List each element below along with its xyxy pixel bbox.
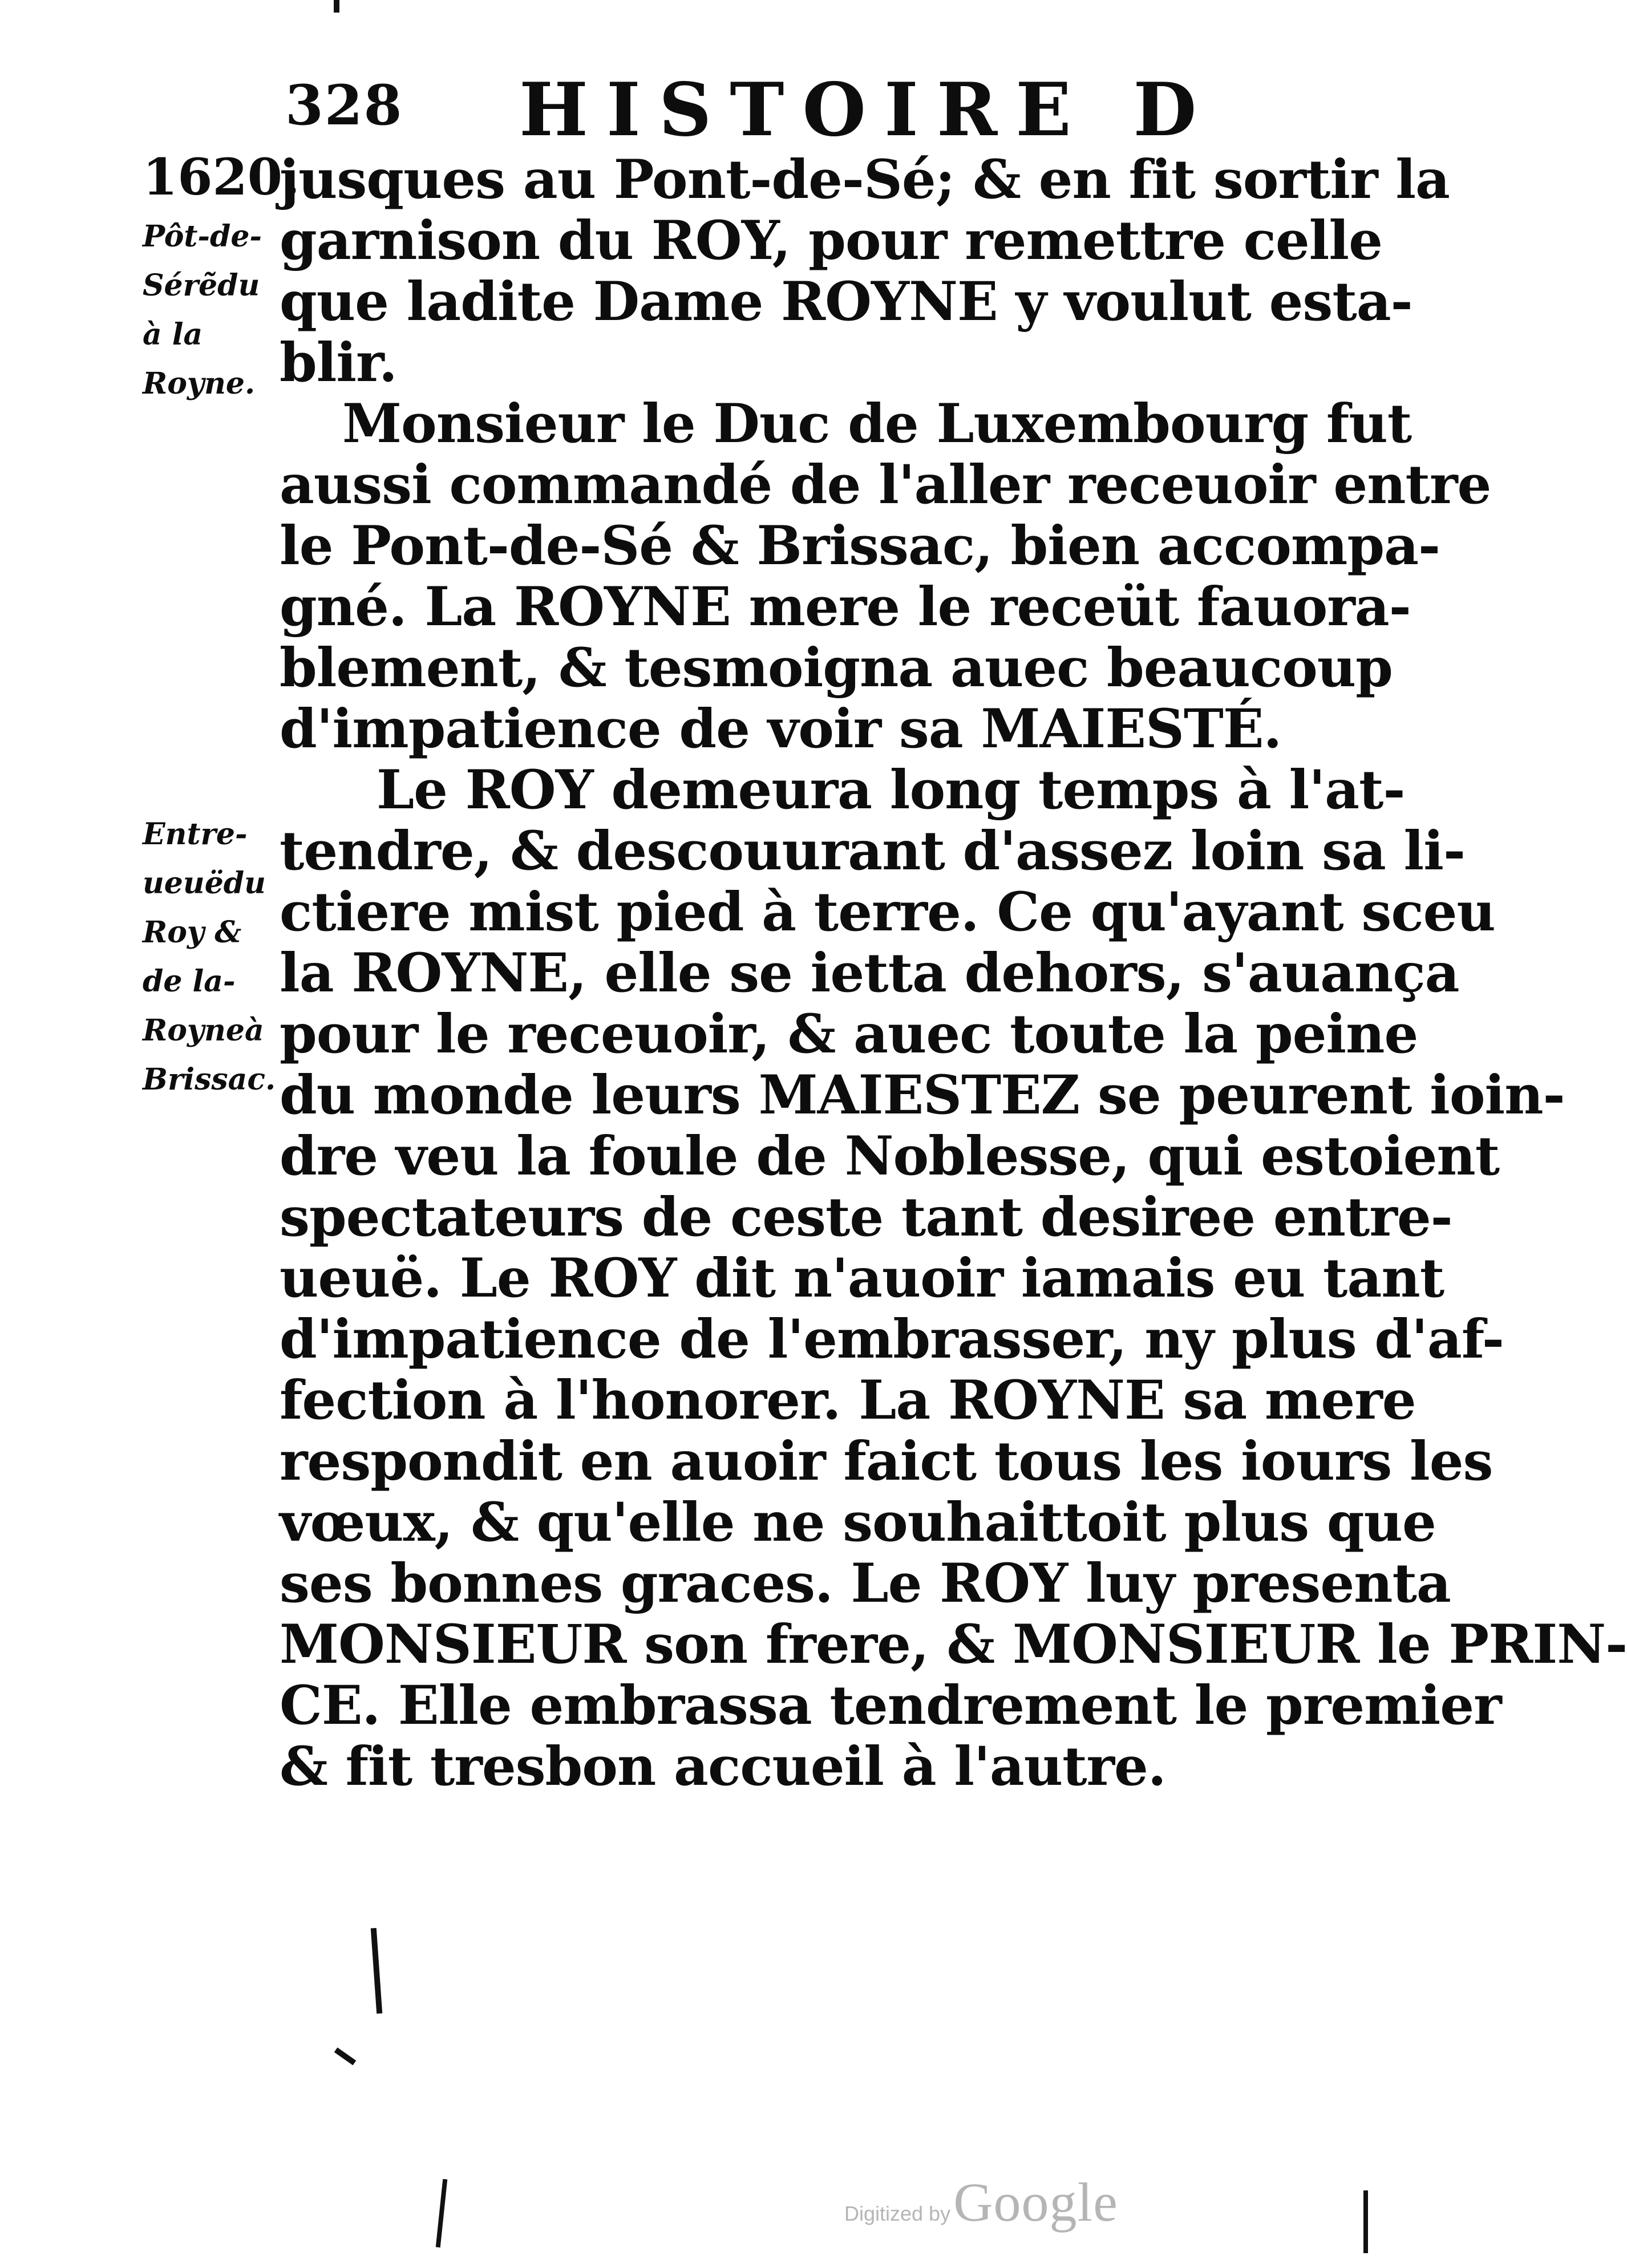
text-line: jusques au Pont-de-Sé; & en fit sortir la	[280, 148, 1450, 211]
text-line: Le ROY demeura long temps à l'at-	[377, 759, 1405, 821]
text-line: ses bonnes graces. Le ROY luy presenta	[280, 1552, 1451, 1615]
text-line: MONSIEUR son frere, & MONSIEUR le PRIN-	[280, 1613, 1627, 1676]
text-line: dre veu la foule de Noblesse, qui estoient	[280, 1125, 1500, 1188]
page-number: 328	[285, 73, 403, 137]
text-line: que ladite Dame ROYNE y voulut esta-	[280, 270, 1413, 333]
ink-scratch-mark	[436, 2179, 447, 2247]
page-header	[251, 67, 1278, 153]
text-line: ctiere mist pied à terre. Ce qu'ayant sceu	[280, 881, 1495, 943]
text-line: du monde leurs MAIESTEZ se peurent ioin-	[280, 1064, 1565, 1127]
side-note-entreueue: Entre- ueuëdu Roy & de la- Royneà Brissac.	[143, 817, 276, 1097]
text-line: blir.	[280, 331, 397, 394]
digitized-by-google-watermark	[844, 2170, 1118, 2234]
ink-scratch-mark	[334, 0, 339, 13]
google-logo-text: Google	[953, 2172, 1118, 2233]
text-line: garnison du ROY, pour remettre celle	[280, 209, 1382, 272]
text-line: la ROYNE, elle se ietta dehors, s'auança	[280, 942, 1459, 1005]
text-line: tendre, & descouurant d'assez loin sa li-	[280, 820, 1465, 882]
text-line: vœux, & qu'elle ne souhaittoit plus que	[280, 1491, 1436, 1554]
text-line: respondit en auoir faict tous les iours les	[280, 1430, 1493, 1493]
text-line: & fit tresbon accueil à l'autre.	[280, 1735, 1166, 1798]
ink-scratch-mark	[371, 1928, 382, 2014]
text-line: fection à l'honorer. La ROYNE sa mere	[280, 1369, 1416, 1432]
text-line: gné. La ROYNE mere le receüt fauora-	[280, 576, 1411, 638]
side-note-pont-de-se: Pôt-de- Sérẽdu à la Royne.	[143, 219, 262, 401]
body-text	[280, 148, 1627, 1798]
text-line: le Pont-de-Sé & Brissac, bien accompa-	[280, 515, 1440, 577]
text-line: blement, & tesmoigna auec beaucoup	[280, 637, 1393, 699]
text-line: Monsieur le Duc de Luxembourg fut	[342, 392, 1412, 455]
margin-year: 1620.	[143, 147, 300, 206]
text-line: CE. Elle embrassa tendrement le premier	[280, 1674, 1501, 1737]
text-line: aussi commandé de l'aller receuoir entre	[280, 453, 1491, 516]
watermark-small-text: Digitized by	[844, 2202, 951, 2225]
text-line: d'impatience de voir sa MAIESTÉ.	[280, 698, 1282, 760]
ink-scratch-mark	[334, 2047, 357, 2065]
text-line: d'impatience de l'embrasser, ny plus d'af-	[280, 1308, 1504, 1371]
text-line: spectateurs de ceste tant desiree entre-	[280, 1186, 1452, 1249]
ink-scratch-mark	[1363, 2190, 1368, 2253]
text-line: pour le receuoir, & auec toute la peine	[280, 1003, 1418, 1066]
text-line: ueuë. Le ROY dit n'auoir iamais eu tant	[280, 1247, 1444, 1310]
running-title: HISTOIRE D	[519, 67, 1215, 153]
